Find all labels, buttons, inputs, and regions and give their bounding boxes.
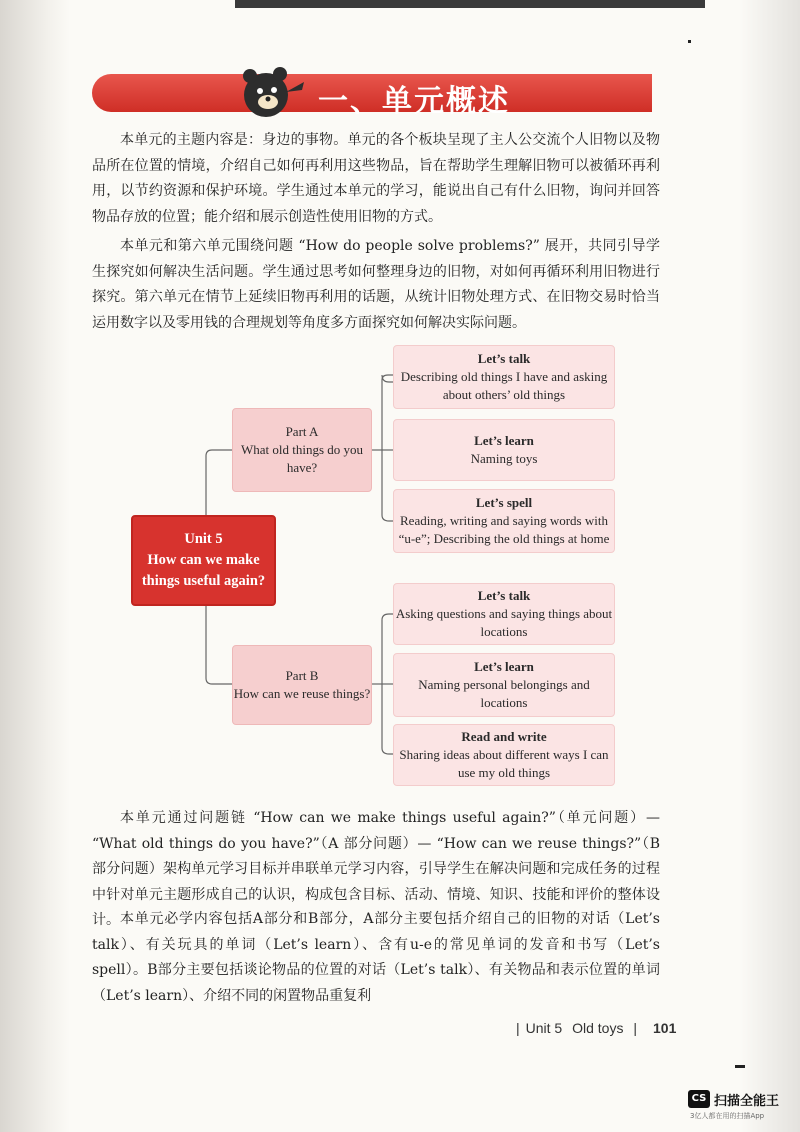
mindmap-part-a-box	[232, 408, 372, 492]
leaf-text-line-1: Describing old things I have and asking	[400, 369, 608, 384]
leaf-text-line-1: Naming toys	[470, 451, 538, 466]
mindmap-b-lets-talk	[393, 583, 615, 645]
watermark-title: 扫描全能王	[714, 1094, 780, 1109]
watermark-subtitle: 3亿人都在用的扫描App	[690, 1112, 765, 1120]
mindmap-a-lets-learn	[393, 419, 615, 481]
leaf-text-line-1: Naming personal belongings and	[418, 677, 590, 692]
page-number: 101	[653, 1020, 677, 1036]
footer-unit: Unit 5	[525, 1020, 563, 1036]
part-b-title: Part B	[285, 668, 319, 683]
part-a-question-line-1: What old things do you	[240, 442, 364, 457]
mindmap-a-lets-spell	[393, 489, 615, 553]
mindmap-a-lets-talk	[393, 345, 615, 409]
unit-question-line-1: How can we make	[147, 552, 260, 568]
overview-paragraph-4: 本单元必学内容包括A部分和B部分，A部分主要包括介绍自己的旧物的对话（Let’s talk）、有关玩具的单词（Let’s learn）、含有u-e的常见单词的发音和书写（Let’s spell）。B部分主要包括谈论物品的位置的对话（Let’s talk）、有关物品和表示位置的单词（Let’s learn）、介绍不同的闲置物品重复利	[92, 911, 660, 1004]
overview-paragraph-2: 本单元和第六单元围绕问题 “How do people solve problems?” 展开，共同引导学生探究如何解决生活问题。学生通过思考如何整理身边的旧物，对如何再循环利用旧物进行探究。第六单元在情节上延续旧物再利用的话题，从统计旧物处理方式、在旧物交易时恰当运用数字以及零用钱的合理规划等角度多方面探究如何解决实际问题。	[92, 238, 660, 331]
leaf-title: Let’s learn	[474, 659, 534, 674]
leaf-text-line-1: Sharing ideas about different ways I can	[399, 747, 609, 762]
leaf-title: Read and write	[461, 729, 547, 744]
section-title: 一、单元概述	[318, 84, 510, 119]
leaf-title: Let’s talk	[477, 351, 531, 366]
leaf-text-line-2: locations	[480, 695, 528, 710]
leaf-text-line-1: Asking questions and saying things about	[395, 606, 613, 621]
mindmap-unit-box	[131, 515, 276, 606]
page-footer: | Unit 5 Old toys | 101	[516, 1020, 677, 1036]
leaf-text-line-2: use my old things	[457, 765, 551, 780]
unit-label: Unit 5	[184, 531, 223, 547]
leaf-text-line-2: about others’ old things	[442, 387, 566, 402]
unit-question-line-2: things useful again?	[141, 573, 266, 589]
leaf-text-line-1: Reading, writing and saying words with	[400, 513, 608, 528]
part-b-question: How can we reuse things?	[233, 686, 371, 701]
footer-unit-name: Old toys	[572, 1020, 624, 1036]
leaf-text-line-2: “u-e”; Describing the old things at home	[398, 531, 610, 546]
mindmap-b-read-and-write	[393, 724, 615, 786]
leaf-title: Let’s spell	[475, 495, 533, 510]
leaf-title: Let’s learn	[474, 433, 534, 448]
part-a-title: Part A	[285, 424, 319, 439]
camscanner-logo-icon: CS	[688, 1090, 710, 1108]
leaf-text-line-2: locations	[480, 624, 528, 639]
mindmap-b-lets-learn	[393, 653, 615, 717]
scan-mark	[735, 1065, 745, 1068]
leaf-title: Let’s talk	[477, 588, 531, 603]
overview-paragraph-3: 本单元通过问题链 “How can we make things useful again?”（单元问题）— “What old things do you have?”（A 部分问题）— “How can we reuse things?”（B 部分问题）架构单元学习目标并串联单元学习内容，引导学生在解决问题和完成任务的过程中针对单元主题形成自己的认识，构成包含目标、活动、情境、知识、技能和评价的整体设计。	[92, 810, 660, 928]
overview-paragraph-1: 本单元的主题内容是：身边的事物。单元的各个板块呈现了主人公交流个人旧物以及物品所在位置的情境，介绍自己如何再利用这些物品，旨在帮助学生理解旧物可以被循环再利用，以节约资源和保护环境。学生通过本单元的学习，能说出自己有什么旧物，询问并回答物品存放的位置；能介绍和展示创造性使用旧物的方式。	[92, 132, 660, 225]
part-a-question-line-2: have?	[286, 460, 318, 475]
mindmap-part-b-box	[232, 645, 372, 725]
